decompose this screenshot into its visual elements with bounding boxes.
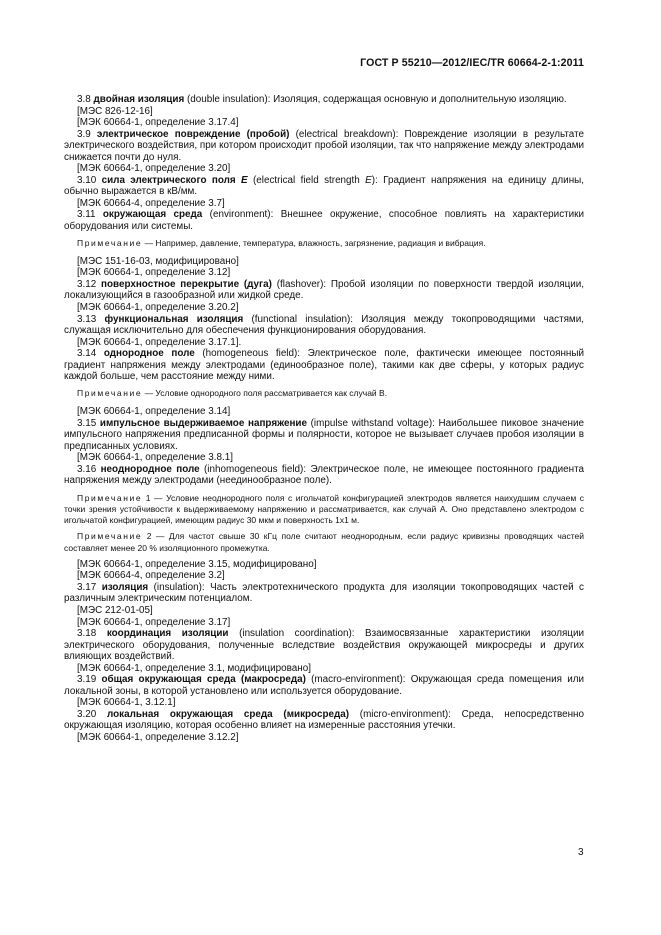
term: импульсное выдерживаемое напряжение xyxy=(99,417,307,429)
reference: [МЭК 60664-1, определение 3.20] xyxy=(77,163,231,175)
reference: [МЭК 60664-1, определение 3.14] xyxy=(77,405,231,417)
note-2: Примечание 2 — Для частот свыше 30 кГц поле считают неоднородным, если радиус кривизны проводящих частей составляет менее 20 % изоляционного промежутка. xyxy=(64,531,584,553)
reference: [МЭС 212-01-05] xyxy=(77,605,153,617)
definition-3-16: 3.16 неоднородное поле (inhomogeneous field): Электрическое поле, не имеющее постоянного градиента напряжения между электродами (неединообразное поле). xyxy=(64,463,584,487)
reference: [МЭК 60664-1, определение 3.12.2] xyxy=(77,732,239,744)
reference: [МЭК 60664-1, определение 3.17] xyxy=(77,616,231,628)
term: функциональная изоляция xyxy=(104,313,244,325)
reference: [МЭК 60664-1, определение 3.17.4] xyxy=(77,117,239,129)
definition-3-15: 3.15 импульсное выдерживаемое напряжение (impulse withstand voltage): Наибольшее пиковое значение импульсного напряжения предписанной формы и полярности, которое не вызывает случаев пробоя изоляции в предписанных условиях. xyxy=(64,417,585,452)
reference: [МЭК 60664-1, определение 3.8.1] xyxy=(77,452,233,464)
term: однородное поле xyxy=(103,348,195,360)
definition-3-18: 3.18 координация изоляции (insulation coordination): Взаимосвязанные характеристики изоляции электрического оборудования, полученные вследствие воздействия окружающей микросреды и других влияющих воздействий. xyxy=(64,628,584,663)
definitions-body xyxy=(64,94,584,744)
term: неоднородное поле xyxy=(100,463,200,475)
term: изоляция xyxy=(101,581,149,593)
term: поверхностное перекрытие (дуга) xyxy=(101,278,272,290)
term: двойная изоляция xyxy=(93,94,185,105)
document-header: ГОСТ Р 55210—2012/IEC/TR 60664-2-1:2011 xyxy=(360,57,584,69)
reference: [МЭС 151-16-03, модифицировано] xyxy=(77,255,239,267)
definition-3-10: 3.10 сила электрического поля E (electrical field strength E): Градиент напряжения на единицу длины, обычно выражается в кВ/мм. xyxy=(64,174,584,198)
term: окружающая среда xyxy=(102,209,203,221)
definition-3-13: 3.13 функциональная изоляция (functional insulation): Изоляция между токопроводящими частями, служащая исключительно для обеспечения функционирования оборудования. xyxy=(64,313,584,337)
note: Примечание — Например, давление, температура, влажность, загрязнение, радиация и вибрация. xyxy=(77,237,486,248)
definition-3-17: 3.17 изоляция (insulation): Часть электротехнического продукта для изоляции токопроводящих частей с различным электрическим потенциалом. xyxy=(64,581,584,605)
definition-3-12: 3.12 поверхностное перекрытие (дуга) (flashover): Пробой изоляции по поверхности твердой изоляции, локализующийся в газообразной или жидкой среде. xyxy=(64,278,585,302)
reference: [МЭК 60664-1, 3.12.1] xyxy=(77,697,176,709)
definition-3-9: 3.9 электрическое повреждение (пробой) (electrical breakdown): Повреждение изоляции в результате электрического воздействия, при котором происходит пробой изоляции, так что напряжение между электродами снижается почти до нуля. xyxy=(64,128,584,163)
term: сила электрического поля E xyxy=(101,174,248,186)
definition-3-20: 3.20 локальная окружающая среда (микросреда) (micro-environment): Среда, непосредственно окружающая изоляцию, которая особенно влияет на измеренные расстояния утечки. xyxy=(64,708,584,732)
reference: [МЭК 60664-1, определение 3.20.2] xyxy=(77,301,239,313)
note-1: Примечание 1 — Условие неоднородного поля с игольчатой конфигурацией электродов является наихудшим случаем с точки зрения устойчивости к выдерживаемому напряжению и рассматривается, как случай А. Оно представлено электродом с игольчатой конфигурацией, имеющим радиус 30 мкм и поверхность 1х1 м. xyxy=(64,492,584,526)
term: общая окружающая среда (макросреда) xyxy=(101,674,306,686)
reference: [МЭК 60664-1, определение 3.17.1]. xyxy=(77,336,242,348)
definition-3-8: 3.8 двойная изоляция (double insulation): Изоляция, содержащая основную и дополнительную изоляцию. xyxy=(77,94,567,105)
definition-3-14: 3.14 однородное поле (homogeneous field): Электрическое поле, фактически имеющее постоянный градиент напряжения между электродами (единообразное поле), такими как две сферы, у которых радиус каждой больше, чем расстояние между ними. xyxy=(64,348,584,383)
reference: [МЭС 826-12-16] xyxy=(77,105,153,117)
reference: [МЭК 60664-4, определение 3.7] xyxy=(77,197,225,209)
definition-3-11: 3.11 окружающая среда (environment): Внешнее окружение, способное повлиять на характеристики оборудования или системы. xyxy=(64,209,585,233)
reference: [МЭК 60664-1, определение 3.15, модифицировано] xyxy=(77,558,317,570)
note: Примечание — Условие однородного поля рассматривается как случай В. xyxy=(77,387,388,398)
term: электрическое повреждение (пробой) xyxy=(96,128,290,140)
term: локальная окружающая среда (микросреда) xyxy=(106,708,350,720)
page-number: 3 xyxy=(578,847,584,858)
reference: [МЭК 60664-1, определение 3.12] xyxy=(77,267,231,279)
reference: [МЭК 60664-1, определение 3.1, модифицировано] xyxy=(77,662,311,674)
reference: [МЭК 60664-4, определение 3.2] xyxy=(77,570,225,582)
term: координация изоляции xyxy=(106,628,229,640)
definition-3-19: 3.19 общая окружающая среда (макросреда) (macro-environment): Окружающая среда помещения или локальной зоны, в которой установлено или используется оборудование. xyxy=(64,674,585,697)
